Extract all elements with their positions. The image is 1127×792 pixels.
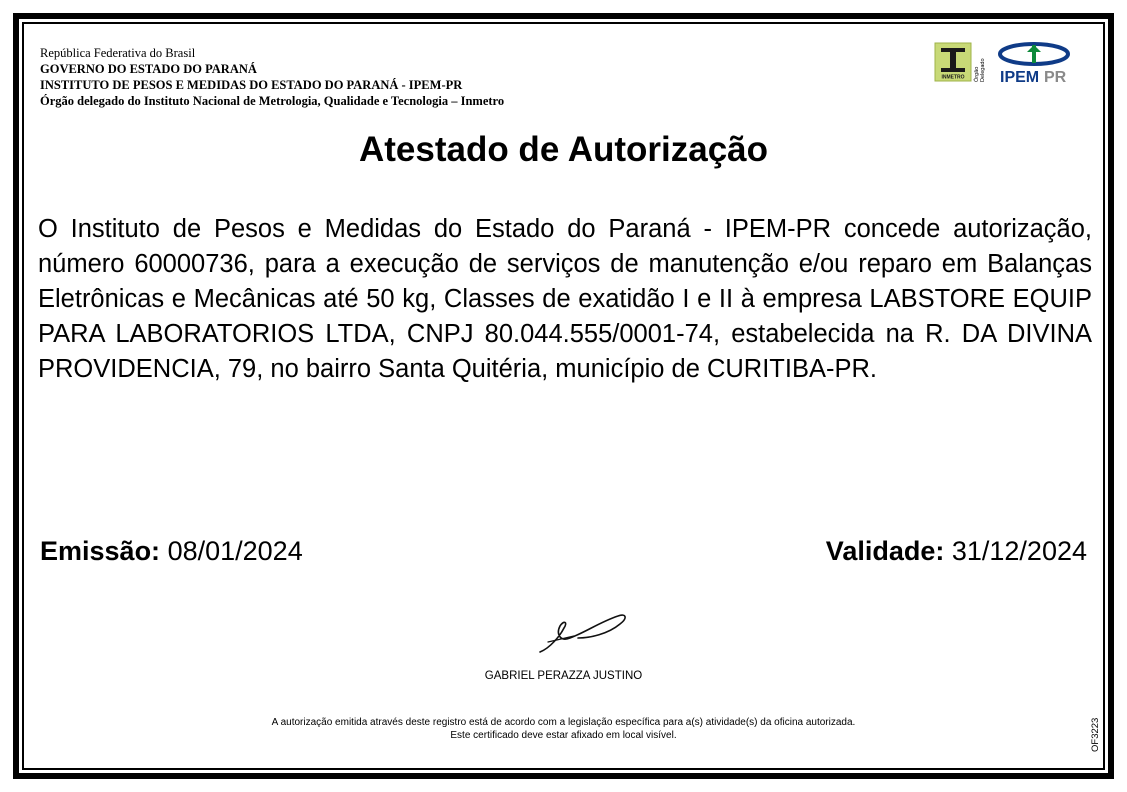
validity-date [826, 536, 1087, 567]
delegado-line1: Órgão [974, 66, 980, 82]
signature-image [534, 608, 634, 656]
inmetro-logo-text: INMETRO [941, 74, 965, 81]
validity-value: 31/12/2024 [951, 536, 1087, 566]
header-republic: República Federativa do Brasil [40, 46, 196, 60]
delegado-line2: Delegado [980, 58, 986, 82]
header-institute: INSTITUTO DE PESOS E MEDIDAS DO ESTADO DO PARANÁ - IPEM-PR [40, 78, 463, 92]
footer-notice [0, 716, 1127, 742]
inmetro-logo-icon [935, 43, 971, 81]
emission-value: 08/01/2024 [167, 536, 303, 566]
footer-line1: A autorização emitida através deste registro está de acordo com a legislação específica para a(s) atividade(s) da oficina autorizada. [271, 717, 856, 728]
header-delegate: Órgão delegado do Instituto Nacional de Metrologia, Qualidade e Tecnologia – Inmetro [40, 94, 505, 108]
ipem-logo-text: IPEM [1000, 69, 1040, 86]
footer-line2: Este certificado deve estar afixado em local visível. [450, 730, 677, 741]
emission-label: Emissão: [40, 536, 161, 566]
pr-logo-text: PR [1044, 69, 1067, 86]
document-title: Atestado de Autorização [358, 130, 769, 169]
emission-date [40, 536, 303, 567]
signer-name: GABRIEL PERAZZA JUSTINO [484, 670, 643, 682]
ipem-logo-icon [1000, 44, 1068, 86]
delegado-label [973, 58, 986, 82]
header-government: GOVERNO DO ESTADO DO PARANÁ [40, 62, 257, 76]
authorization-text: O Instituto de Pesos e Medidas do Estado do Paraná - IPEM-PR concede autorização, número 60000736, para a execução de serviços de manutenção e/ou reparo em Balanças Eletrônicas e Mecânicas até 50 kg, Classes de exatidão I e II à empresa LABSTORE EQUIP PARA LABORATORIOS LTDA, CNPJ 80.044.555/0001-74, estabelecida na R. DA DIVINA PROVIDENCIA, 79, no bairro Santa Quitéria, município de CURITIBA-PR. [38, 215, 1092, 383]
issuer-header [40, 45, 504, 109]
validity-label: Validade: [825, 536, 945, 566]
form-code: OF3223 [1090, 717, 1101, 752]
logos [934, 42, 1094, 86]
